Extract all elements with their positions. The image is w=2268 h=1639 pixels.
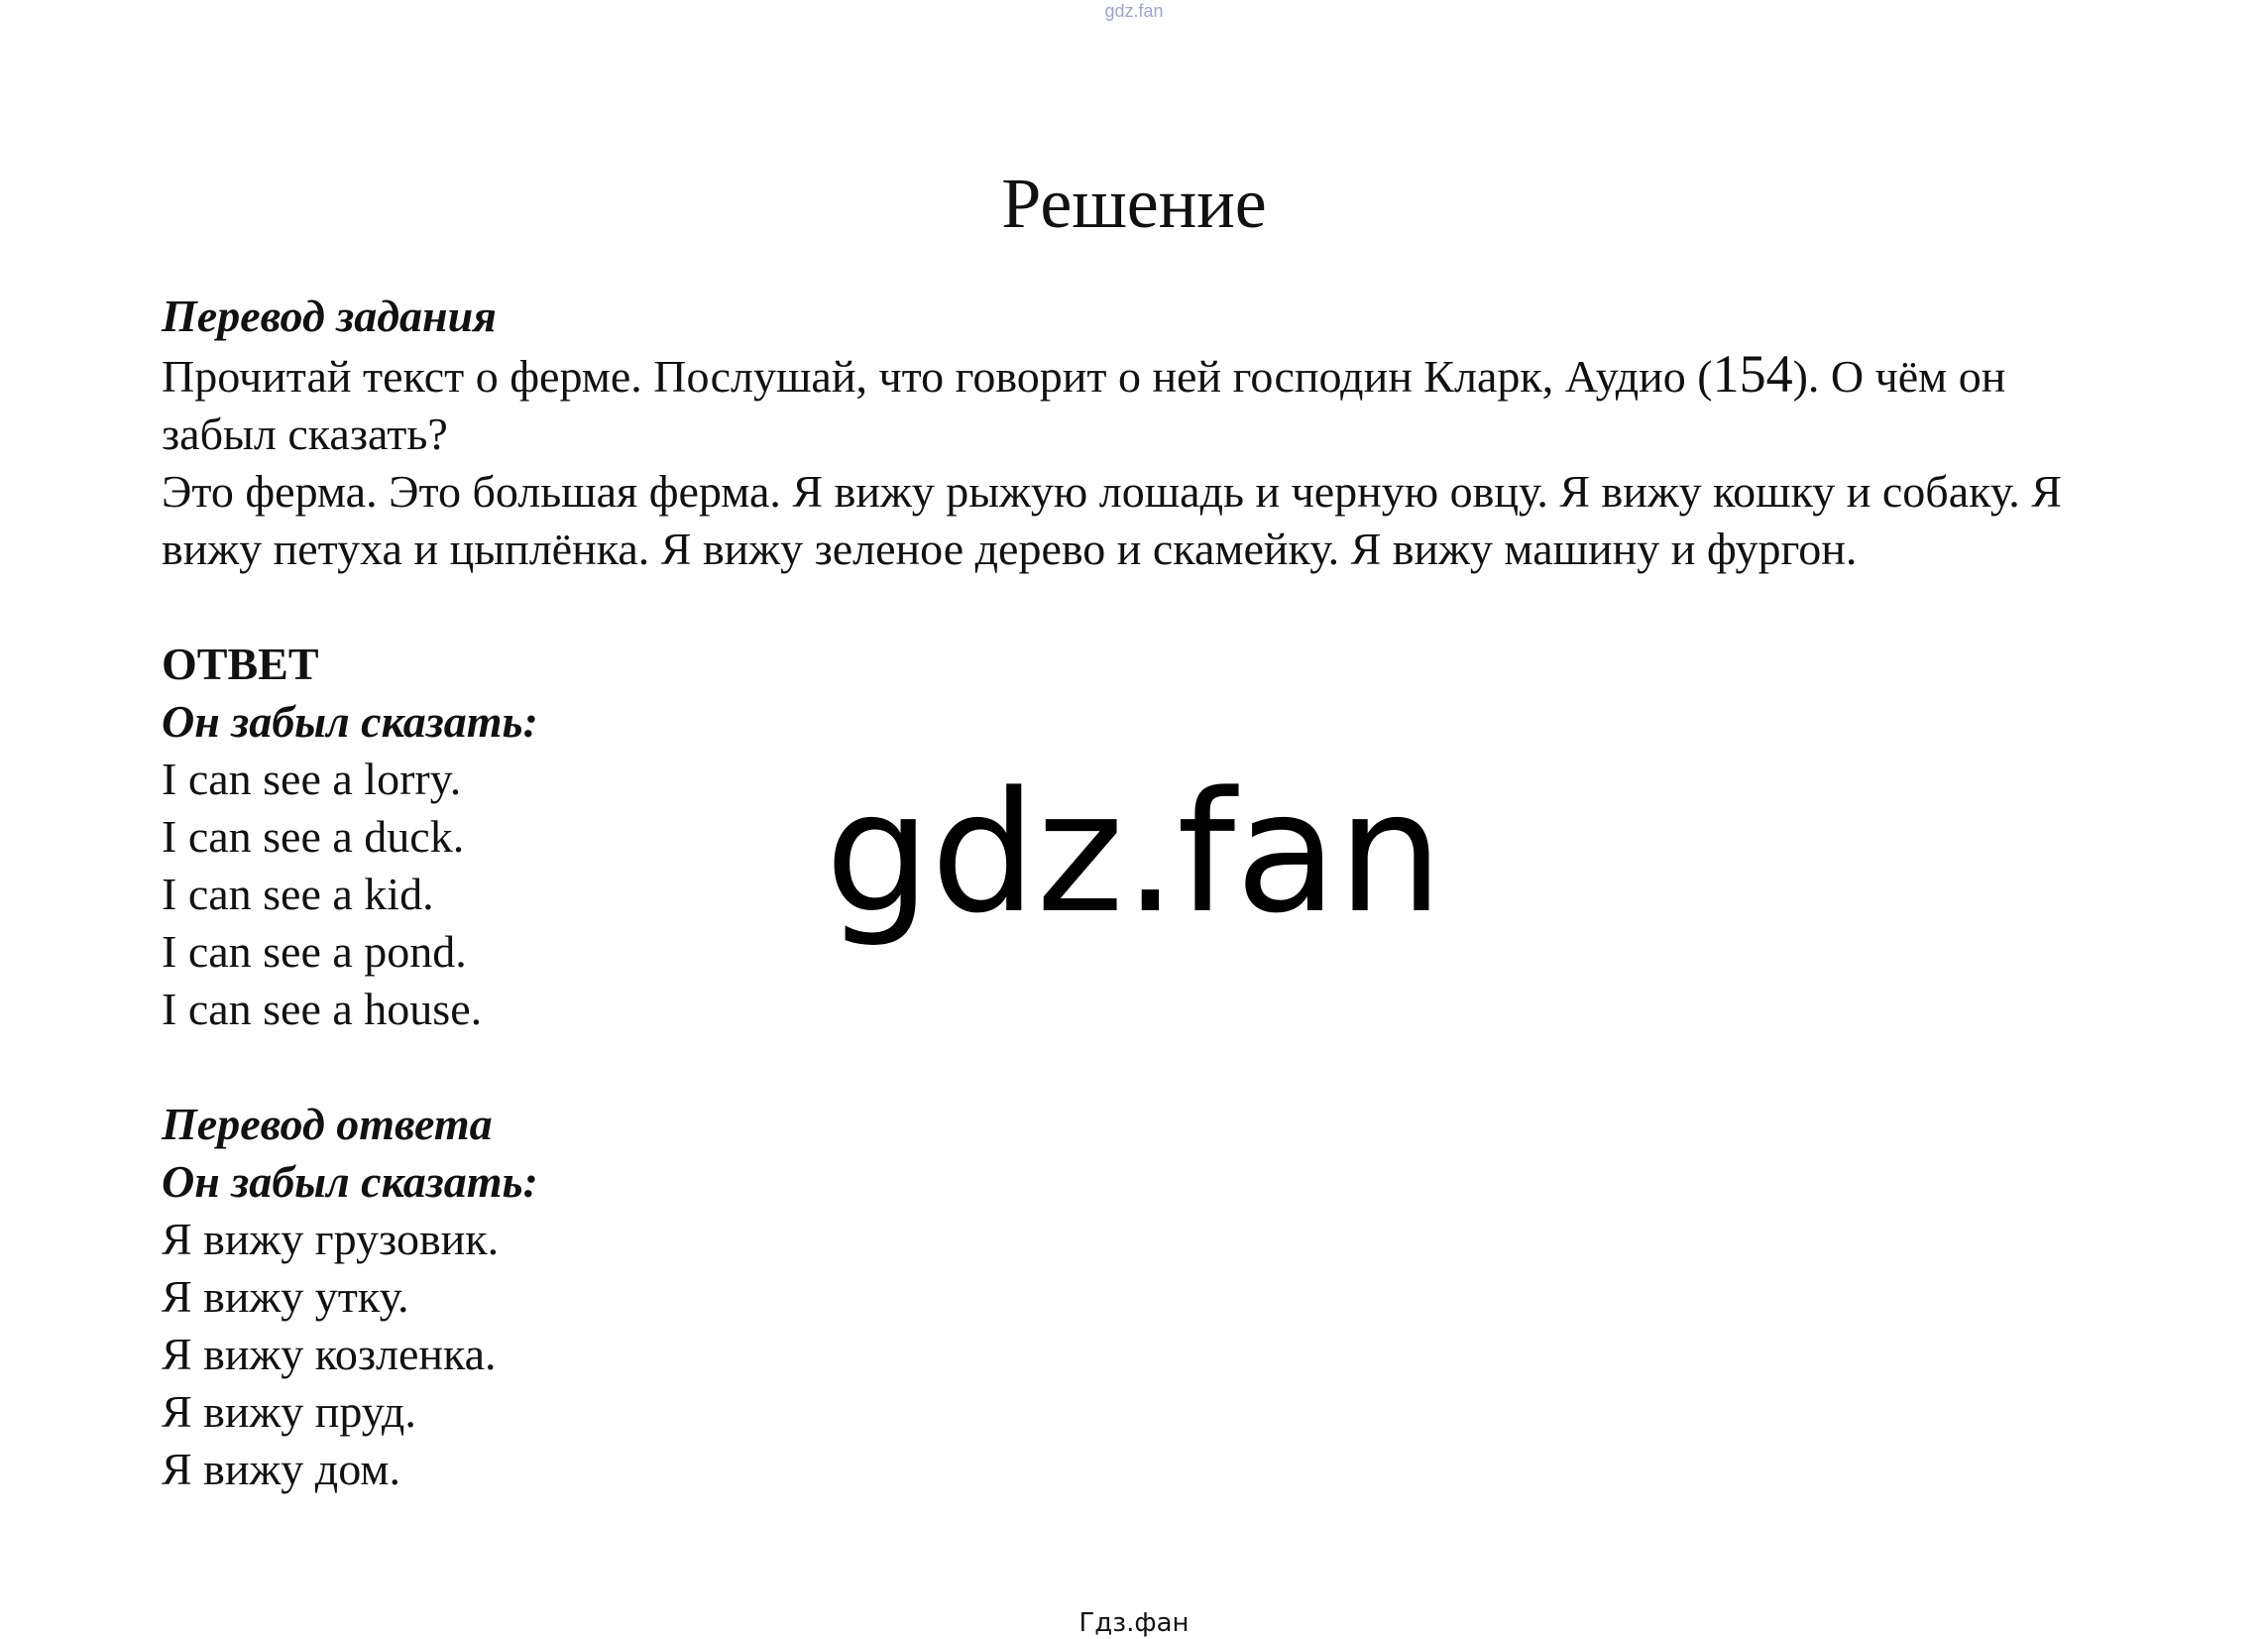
- task-heading: Перевод задания: [162, 291, 497, 341]
- translation-subheading: Он забыл сказать:: [162, 1156, 538, 1207]
- translation-line: Я вижу дом.: [162, 1444, 400, 1494]
- task-text-part2: ). О чём он забыл сказать?: [162, 351, 2006, 459]
- answer-line: I can see a duck.: [162, 811, 465, 862]
- answer-line: I can see a lorry.: [162, 754, 462, 804]
- answer-heading: ОТВЕТ: [162, 639, 319, 689]
- farm-text: Это ферма. Это большая ферма. Я вижу рыжую лошадь и черную овцу. Я вижу кошку и собаку. Я вижу петуха и цыплёнка. Я вижу зеленое дерево и скамейку. Я вижу машину и фургон.: [162, 466, 2062, 574]
- answer-subheading: Он забыл сказать:: [162, 696, 538, 747]
- footer-text: Гдз.фан: [1078, 1608, 1190, 1638]
- audio-number: 154: [1712, 344, 1793, 404]
- translation-line: Я вижу утку.: [162, 1271, 409, 1322]
- translation-heading: Перевод ответа: [162, 1099, 493, 1149]
- answer-line: I can see a house.: [162, 984, 483, 1034]
- spacer: [162, 578, 2124, 636]
- translation-line: Я вижу пруд.: [162, 1386, 416, 1437]
- answer-line: I can see a pond.: [162, 926, 467, 977]
- task-text: [162, 345, 2124, 463]
- answer-line: I can see a kid.: [162, 869, 434, 919]
- translation-line: Я вижу грузовик.: [162, 1214, 500, 1264]
- site-watermark: gdz.fan: [825, 756, 1443, 950]
- page-title: Решение: [1001, 164, 1267, 243]
- top-watermark: gdz.fan: [1104, 1, 1164, 21]
- translation-line: Я вижу козленка.: [162, 1329, 497, 1379]
- task-text-part1: Прочитай текст о ферме. Послушай, что говорит о ней господин Кларк, Аудио (: [162, 351, 1713, 402]
- spacer: [162, 1038, 2124, 1096]
